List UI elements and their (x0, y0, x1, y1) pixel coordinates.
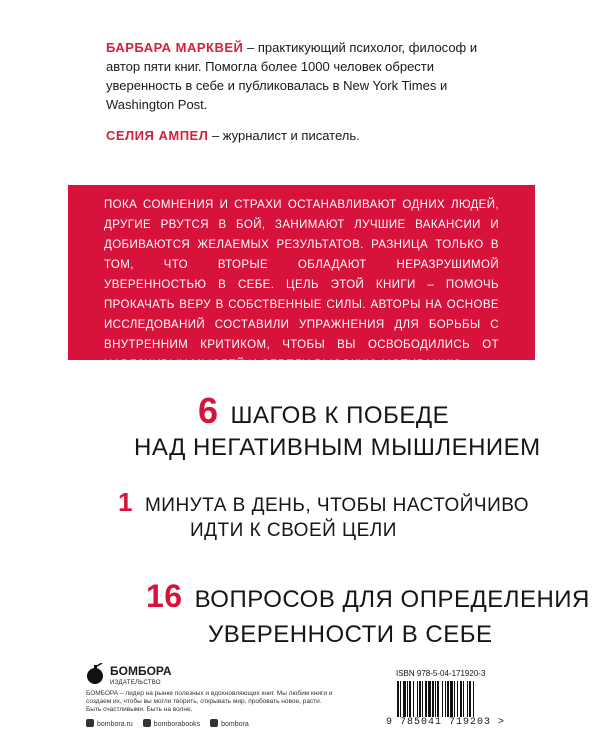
fact-number: 16 (146, 578, 183, 614)
publisher-blurb: БОМБОРА – лидер на рынке полезных и вдохновляющих книг. Мы любим книги и создаем их, чтобы вы могли творить, открывать мир, пробовать новое, расти. Быть счастливыми. Быть на волне. (86, 690, 333, 713)
author-2 (106, 126, 506, 145)
barcode-image (397, 681, 515, 721)
social-link-books[interactable]: bomborabooks (143, 719, 200, 728)
author-description: – журналист и писатель. (208, 128, 360, 143)
publisher-name: БОМБОРА (110, 664, 172, 678)
summary-box (68, 185, 535, 371)
author-name: СЕЛИЯ АМПЕЛ (106, 128, 209, 143)
fact-1 (134, 390, 541, 462)
summary-text: ПОКА СОМНЕНИЯ И СТРАХИ ОСТАНАВЛИВАЮТ ОДНИХ ЛЮДЕЙ, ДРУГИЕ РВУТСЯ В БОЙ, ЗАНИМАЮТ ЛУЧШИЕ ВАКАНСИИ И ДОБИВАЮТСЯ ЖЕЛАЕМЫХ РЕЗУЛЬТАТОВ. РАЗНИЦА ТОЛЬКО В ТОМ, ЧТО ВТОРЫЕ ОБЛАДАЮТ НЕРАЗРУШИМОЙ УВЕРЕННОСТЬЮ В СЕБЕ. ЦЕЛЬ ЭТОЙ КНИГИ – ПОМОЧЬ ПРОКАЧАТЬ ВЕРУ В СОБСТВЕННЫЕ СИЛЫ. АВТОРЫ НА ОСНОВЕ ИССЛЕДОВАНИЙ СОСТАВИЛИ УПРАЖНЕНИЯ ДЛЯ БОРЬБЫ С ВНУТРЕННИМ КРИТИКОМ, ЧТОБЫ ВЫ ОСВОБОДИЛИСЬ ОТ НАВЯЗЧИВЫХ МЫСЛЕЙ И ОБРЕЛИ ВЫСОКУЮ МОТИВАЦИЮ. (104, 199, 499, 371)
fact-number: 1 (118, 487, 133, 517)
author-name: БАРБАРА МАРКВЕЙ (106, 40, 244, 55)
fact-line2: ИДТИ К СВОЕЙ ЦЕЛИ (190, 520, 397, 541)
fact-line2: УВЕРЕННОСТИ В СЕБЕ (208, 621, 493, 648)
barcode-number: 9 785041 719203 > (386, 717, 506, 728)
video-icon (210, 719, 218, 727)
social-link-bombora[interactable]: bombora (210, 719, 249, 728)
author-1 (106, 38, 506, 114)
fact-2 (118, 487, 529, 542)
globe-icon (86, 719, 94, 727)
fact-3 (146, 578, 590, 649)
bomb-icon (86, 663, 106, 685)
publisher-subtitle: ИЗДАТЕЛЬСТВО (110, 680, 161, 686)
social-links (86, 719, 249, 728)
fact-number: 6 (198, 390, 219, 431)
authors-block (106, 38, 506, 157)
publisher-logo (86, 662, 172, 686)
social-link-site[interactable]: bombora.ru (86, 719, 133, 728)
fact-line2: НАД НЕГАТИВНЫМ МЫШЛЕНИЕМ (134, 434, 541, 461)
fact-line1: МИНУТА В ДЕНЬ, ЧТОБЫ НАСТОЙЧИВО (144, 495, 530, 516)
fact-line1: ВОПРОСОВ ДЛЯ ОПРЕДЕЛЕНИЯ (194, 586, 590, 613)
author-description: – практикующий психолог, философ и автор пяти книг. Помогла более 1000 человек обрести уверенность в себе и публиковалась в New York Times и Washington Post. (106, 40, 478, 112)
isbn-text: ISBN 978-5-04-171920-3 (396, 669, 486, 678)
fact-line1: ШАГОВ К ПОБЕДЕ (230, 402, 450, 429)
social-icon (143, 719, 151, 727)
